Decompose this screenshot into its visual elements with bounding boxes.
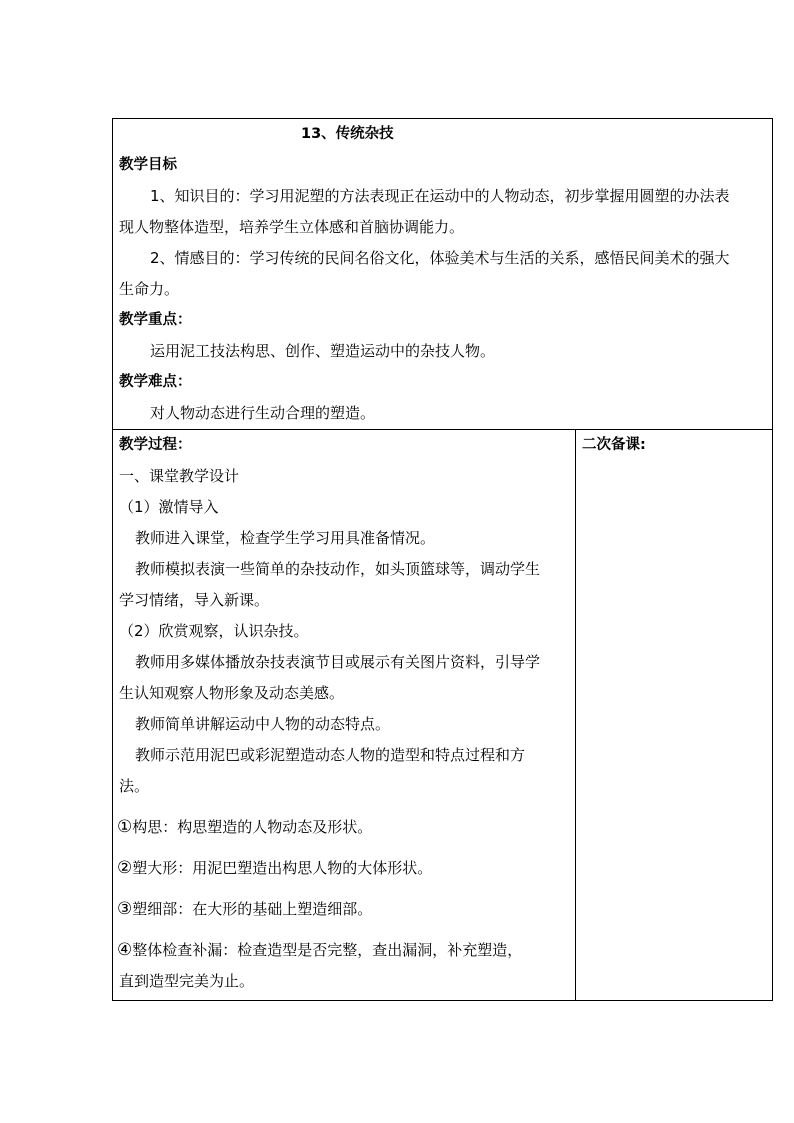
step-2-number: ②: [117, 858, 133, 878]
step-1-number: ①: [117, 817, 133, 837]
key-point-heading: 教学重点：: [119, 312, 192, 328]
process-paragraph-1: 教师进入课堂，检查学生学习用具准备情况。: [135, 529, 436, 547]
process-section: 一、课堂教学设计: [119, 467, 240, 485]
step-3-text: 塑细部：在大形的基础上塑造细部。: [132, 900, 373, 918]
process-paragraph-2-line-1: 教师模拟表演一些简单的杂技动作，如头顶篮球等，调动学生: [135, 560, 541, 578]
objectives-heading: 教学目标: [119, 157, 177, 173]
objective-2-line-1: 2、情感目的：学习传统的民间名俗文化，体验美术与生活的关系，感悟民间美术的强大: [150, 249, 730, 267]
lesson-plan-table: [112, 118, 773, 1001]
objective-2-line-2: 生命力。: [119, 280, 180, 298]
process-paragraph-5-line-1: 教师示范用泥巴或彩泥塑造动态人物的造型和特点过程和方: [135, 746, 526, 764]
step-2: [113, 853, 575, 884]
step-4: [113, 935, 575, 966]
step-3-number: ③: [117, 899, 133, 919]
difficulty-heading: 教学难点：: [119, 374, 192, 390]
step-4-number: ④: [117, 940, 133, 960]
difficulty-text: 对人物动态进行生动合理的塑造。: [150, 404, 376, 422]
process-cell: [113, 430, 576, 1001]
step-4-text-line-1: 整体检查补漏：检查造型是否完整，查出漏洞，补充塑造，: [132, 941, 523, 959]
lesson-title: 13、传统杂技: [301, 126, 394, 142]
process-paragraph-2-line-2: 学习情绪，导入新课。: [119, 591, 270, 609]
process-paragraph-3-line-2: 生认知观察人物形象及动态美感。: [119, 684, 345, 702]
process-paragraph-4: 教师简单讲解运动中人物的动态特点。: [135, 715, 391, 733]
step-1-text: 构思：构思塑造的人物动态及形状。: [132, 818, 373, 836]
lesson-plan-sheet: [112, 118, 772, 1001]
process-paragraph-3-line-1: 教师用多媒体播放杂技表演节目或展示有关图片资料，引导学: [135, 653, 541, 671]
objective-1-line-1: 1、知识目的：学习用泥塑的方法表现正在运动中的人物动态，初步掌握用圆塑的办法表: [150, 187, 730, 205]
step-3: [113, 894, 575, 925]
key-point-text: 运用泥工技法构思、创作、塑造运动中的杂技人物。: [150, 342, 496, 360]
process-paragraph-5-line-2: 法。: [119, 777, 150, 795]
process-part-2: （2）欣赏观察，认识杂技。: [119, 622, 309, 640]
second-prep-cell: [576, 430, 773, 1001]
process-part-1: （1）激情导入: [119, 498, 219, 516]
step-1: [113, 812, 575, 843]
step-2-text: 塑大形：用泥巴塑造出构思人物的大体形状。: [132, 859, 433, 877]
objectives-cell: [113, 119, 773, 430]
second-prep-heading: 二次备课:: [582, 437, 646, 453]
objective-1-line-2: 现人物整体造型，培养学生立体感和首脑协调能力。: [119, 218, 465, 236]
step-4-text-line-2: 直到造型完美为止。: [119, 972, 255, 990]
process-heading: 教学过程：: [119, 437, 192, 453]
